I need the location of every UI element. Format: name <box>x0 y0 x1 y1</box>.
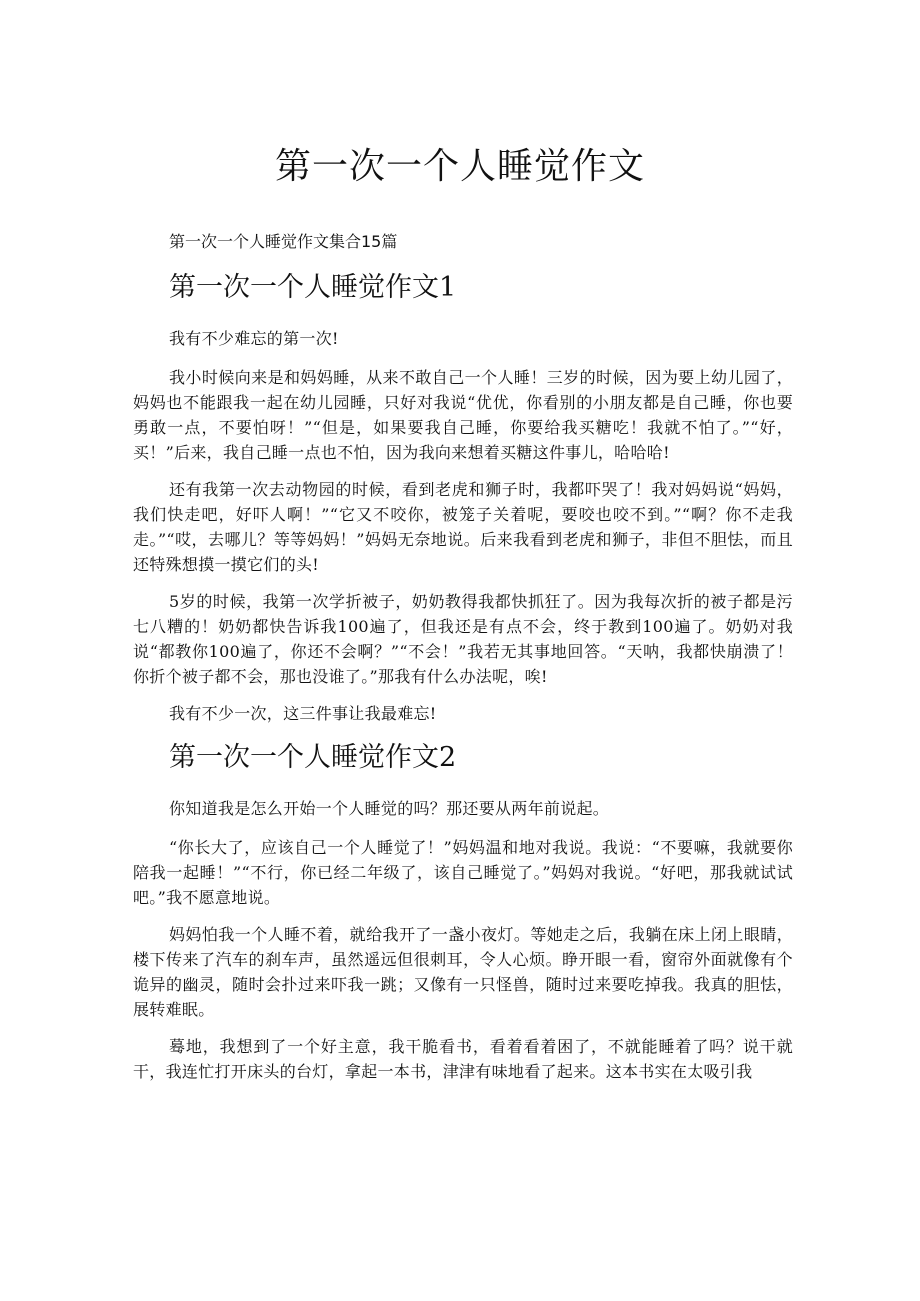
paragraph: 我有不少难忘的第一次! <box>169 329 339 348</box>
page-title: 第一次一个人睡觉作文 <box>274 146 645 187</box>
paragraph: 我小时候向来是和妈妈睡，从来不敢自己一个人睡！三岁的时候，因为要上幼儿园了，妈妈也不能跟我一起在幼儿园睡，只好对我说“优优，你看别的小朋友都是自己睡，你也要勇敢一点，不要怕呀！”“但是，如果要我自己睡，你要给我买糖吃！我就不怕了。”“好，买！”后来，我自己睡一点也不怕，因为我向来想着买糖这件事儿，哈哈哈! <box>133 368 793 462</box>
section-2-heading: 第一次一个人睡觉作文2 <box>169 742 457 773</box>
paragraph: 妈妈怕我一个人睡不着，就给我开了一盏小夜灯。等她走之后，我躺在床上闭上眼睛，楼下传来了汽车的刹车声，虽然遥远但很刺耳，令人心烦。睁开眼一看，窗帘外面就像有个诡异的幽灵，随时会扑过来吓我一跳；又像有一只怪兽，随时过来要吃掉我。我真的胆怯，展转难眠。 <box>133 925 793 1019</box>
paragraph: 还有我第一次去动物园的时候，看到老虎和狮子时，我都吓哭了！我对妈妈说“妈妈，我们快走吧，好吓人啊！”“它又不咬你，被笼子关着呢，要咬也咬不到。”“啊？你不走我走。”“哎，去哪儿？等等妈妈！”妈妈无奈地说。后来我看到老虎和狮子，非但不胆怯，而且还特殊想摸一摸它们的头! <box>133 480 793 574</box>
document-body <box>133 226 793 1096</box>
document-subtitle: 第一次一个人睡觉作文集合15篇 <box>169 232 398 251</box>
paragraph: 我有不少一次，这三件事让我最难忘! <box>169 704 437 723</box>
paragraph: 蓦地，我想到了一个好主意，我干脆看书，看着看着困了，不就能睡着了吗？说干就干，我连忙打开床头的台灯，拿起一本书，津津有味地看了起来。这本书实在太吸引我 <box>133 1037 793 1081</box>
paragraph: “你长大了，应该自己一个人睡觉了！”妈妈温和地对我说。我说：“不要嘛，我就要你陪我一起睡！”“不行，你已经二年级了，该自己睡觉了。”妈妈对我说。“好吧，那我就试试吧。”我不愿意地说。 <box>133 838 793 907</box>
paragraph: 5岁的时候，我第一次学折被子，奶奶教得我都快抓狂了。因为我每次折的被子都是污七八糟的！奶奶都快告诉我100遍了，但我还是有点不会，终于教到100遍了。奶奶对我说“都教你100遍了，你还不会啊？”“不会！”我若无其事地回答。“天呐，我都快崩溃了！你折个被子都不会，那也没谁了。”那我有什么办法呢，唉! <box>133 592 793 686</box>
paragraph: 你知道我是怎么开始一个人睡觉的吗？那还要从两年前说起。 <box>169 799 610 818</box>
section-1-heading: 第一次一个人睡觉作文1 <box>169 272 457 303</box>
